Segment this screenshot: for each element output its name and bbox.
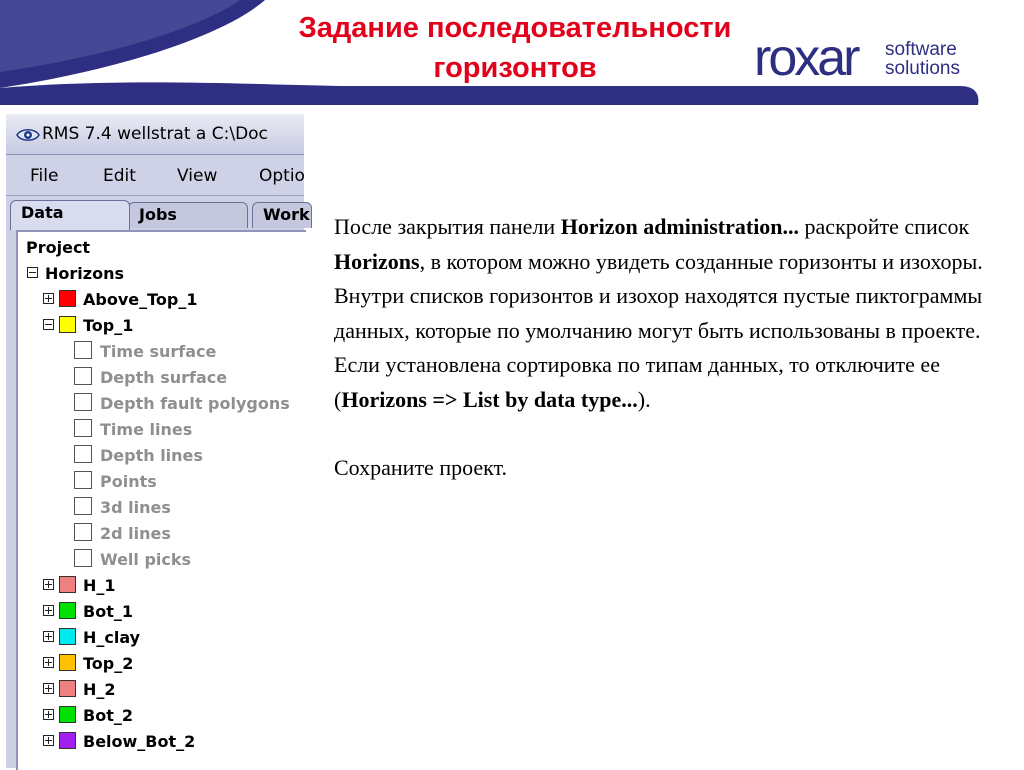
menu-file[interactable]: File [30, 166, 59, 186]
term-horizon-administration: Horizon administration... [560, 214, 800, 239]
color-swatch [59, 654, 76, 671]
tree-data-label: Well picks [100, 550, 192, 569]
tab-work[interactable] [252, 202, 312, 228]
color-swatch [59, 628, 76, 645]
empty-data-icon [74, 367, 92, 385]
rms-window [6, 114, 310, 768]
menu-edit[interactable]: Edit [103, 166, 136, 186]
expand-icon[interactable] [43, 657, 54, 668]
menubar [6, 155, 304, 196]
tree-data-label: Depth fault polygons [100, 394, 290, 413]
logo-tagline-line1: software [885, 39, 957, 60]
expand-icon[interactable] [43, 605, 54, 616]
tab-work-label: Work [263, 205, 310, 224]
tab-jobs[interactable] [128, 202, 248, 228]
tree-data-label: Depth lines [100, 446, 203, 465]
collapse-icon[interactable] [43, 319, 54, 330]
window-titlebar[interactable] [6, 114, 304, 155]
expand-icon[interactable] [43, 735, 54, 746]
expand-icon[interactable] [43, 293, 54, 304]
color-swatch [59, 576, 76, 593]
tree-data-label: Points [100, 472, 157, 491]
expand-icon[interactable] [43, 709, 54, 720]
eye-icon [16, 127, 40, 143]
expand-icon[interactable] [43, 631, 54, 642]
term-horizons: Horizons [334, 248, 420, 274]
empty-data-icon [74, 471, 92, 489]
color-swatch [59, 680, 76, 697]
tree-horizon-label: Above_Top_1 [83, 290, 198, 309]
tree-horizon-label: Below_Bot_2 [83, 732, 196, 751]
empty-data-icon [74, 497, 92, 515]
empty-data-icon [74, 419, 92, 437]
instruction-paragraph: После закрытия панели Horizon administration... раскройте список Horizons, в котором можно увидеть созданные горизонты и изохоры. Внутри списков горизонтов и изохор находятся пустые пиктограммы данных, которые по умолчанию могут быть использованы в проекте. Если установлена сортировка по типам данных, то отключите ее (Horizons => List by data type...). [334, 214, 983, 412]
color-swatch [59, 706, 76, 723]
color-swatch [59, 290, 76, 307]
term-list-by-data-type: Horizons => List by data type... [341, 386, 638, 412]
menu-options[interactable]: Optio [259, 166, 305, 186]
tree-horizon-label: H_clay [83, 628, 141, 647]
tree-horizon-label: Top_1 [83, 316, 134, 335]
empty-data-icon [74, 341, 92, 359]
logo-tagline-line2: solutions [885, 58, 960, 79]
tree-data-label: Depth surface [100, 368, 228, 387]
empty-data-icon [74, 549, 92, 567]
expand-icon[interactable] [43, 683, 54, 694]
tree-data-label: 3d lines [100, 498, 171, 517]
color-swatch [59, 316, 76, 333]
slide-title [235, 8, 795, 88]
empty-data-icon [74, 523, 92, 541]
tree-horizon-label: H_1 [83, 576, 116, 595]
logo-wordmark: roxar [754, 29, 858, 87]
color-swatch [59, 602, 76, 619]
color-swatch [59, 732, 76, 749]
tree-horizon-label: Bot_2 [83, 706, 133, 725]
data-tree [16, 230, 306, 770]
instruction-text [334, 210, 1014, 486]
tab-data[interactable] [10, 200, 130, 230]
tree-data-label: Time surface [100, 342, 217, 361]
window-title: RMS 7.4 wellstrat a C:\Doc [42, 124, 268, 144]
collapse-icon[interactable] [27, 267, 38, 278]
tree-horizon-label: Top_2 [83, 654, 134, 673]
expand-icon[interactable] [43, 579, 54, 590]
empty-data-icon [74, 393, 92, 411]
empty-data-icon [74, 445, 92, 463]
tree-horizon-label: Bot_1 [83, 602, 133, 621]
tree-data-label: Time lines [100, 420, 193, 439]
menu-view[interactable]: View [177, 166, 218, 186]
tab-row [6, 196, 310, 230]
tree-horizon-label: H_2 [83, 680, 116, 699]
slide-title-line1: Задание последовательности [298, 12, 732, 44]
tree-horizons-label: Horizons [45, 264, 124, 283]
logo-tagline [885, 40, 960, 78]
tree-data-label: 2d lines [100, 524, 171, 543]
save-instruction: Сохраните проект. [334, 455, 507, 480]
tab-jobs-label: Jobs [139, 205, 177, 224]
tree-project-label: Project [26, 238, 91, 257]
tab-data-label: Data [21, 203, 64, 222]
slide-title-line2: горизонтов [433, 52, 597, 84]
